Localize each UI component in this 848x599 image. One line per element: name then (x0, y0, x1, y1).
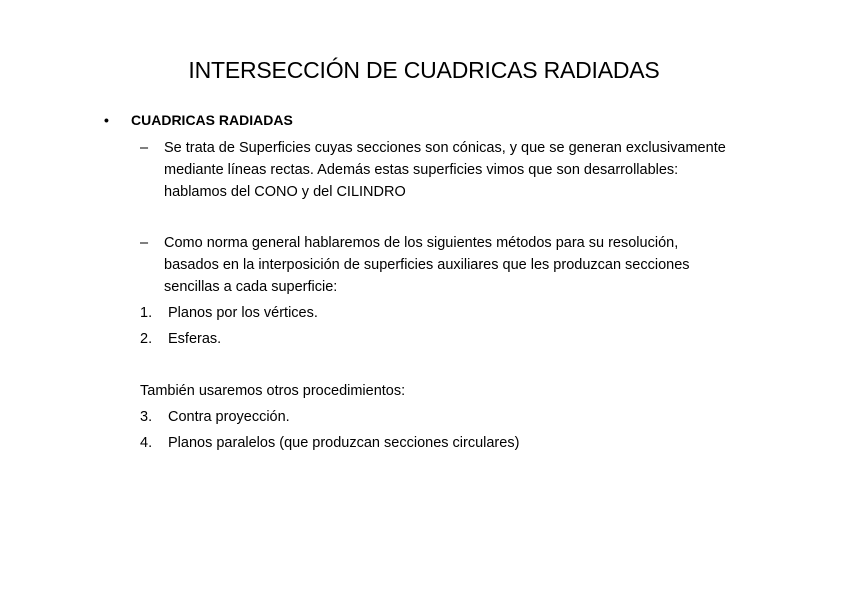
dash-item-text: Como norma general hablaremos de los siguientes métodos para su resolución, basados en la interposición de superficies auxiliares que les produzcan secciones sencillas a cada superficie: (164, 235, 690, 295)
bullet-heading: CUADRICAS RADIADAS (131, 112, 293, 128)
list-number: 4. (140, 435, 153, 451)
list-text: Esferas. (168, 331, 222, 347)
list-text: Contra proyección. (168, 409, 290, 425)
bullet-marker: • (104, 112, 109, 128)
list-number: 3. (140, 409, 153, 425)
other-procedures-heading: También usaremos otros procedimientos: (140, 383, 406, 399)
list-text: Planos paralelos (que produzcan secciones circulares) (168, 435, 520, 451)
dash-marker: – (140, 140, 149, 156)
list-number: 1. (140, 305, 153, 321)
dash-item-text: Se trata de Superficies cuyas secciones son cónicas, y que se generan exclusivamente mediante líneas rectas. Además estas superficies vimos que son desarrollables: hablamos del CONO y del CILINDRO (164, 140, 726, 200)
dash-marker: – (140, 235, 149, 251)
list-number: 2. (140, 331, 153, 347)
list-text: Planos por los vértices. (168, 305, 318, 321)
slide-title: INTERSECCIÓN DE CUADRICAS RADIADAS (188, 57, 660, 83)
